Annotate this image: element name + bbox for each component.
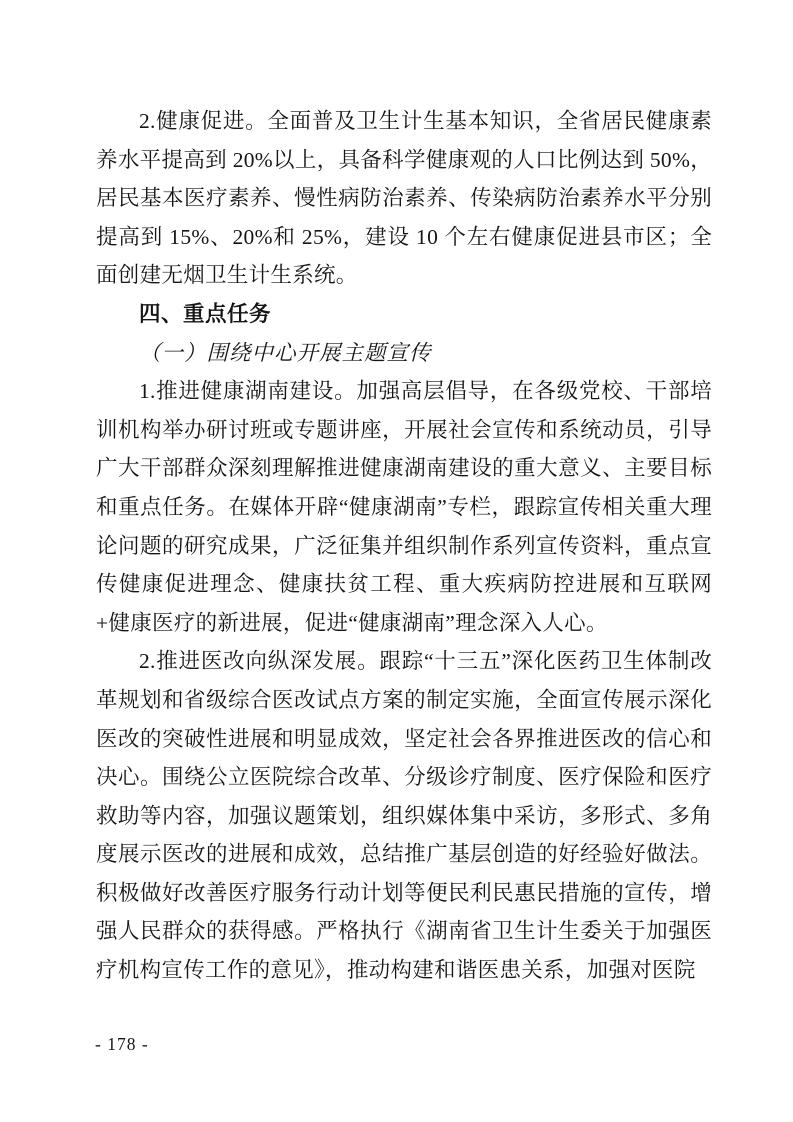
page-number: - 178 - — [95, 1034, 149, 1054]
document-body — [96, 102, 712, 990]
paragraph-medical-reform: 2.推进医改向纵深发展。跟踪“十三五”深化医药卫生体制改革规划和省级综合医改试点方案的制定实施，全面宣传展示深化医改的突破性进展和明显成效，坚定社会各界推进医改的信心和决心。围绕公立医院综合改革、分级诊疗制度、医疗保险和医疗救助等内容，加强议题策划，组织媒体集中采访，多形式、多角度展示医改的进展和成效，总结推广基层创造的好经验好做法。积极做好改善医疗服务行动计划等便民利民惠民措施的宣传，增强人民群众的获得感。严格执行《湖南省卫生计生委关于加强医疗机构宣传工作的意见》，推动构建和谐医患关系，加强对医院 — [96, 649, 712, 983]
paragraph-health-promotion: 2.健康促进。全面普及卫生计生基本知识，全省居民健康素养水平提高到 20%以上，具备科学健康观的人口比例达到 50%，居民基本医疗素养、慢性病防治素养、传染病防治素养水平分别提高到 15%、20%和 25%，建设 10 个左右健康促进县市区；全面创建无烟卫生计生系统。 — [96, 109, 712, 288]
heading-key-tasks: 四、重点任务 — [139, 301, 272, 326]
paragraph-healthy-hunan-construction: 1.推进健康湖南建设。加强高层倡导，在各级党校、干部培训机构举办研讨班或专题讲座，开展社会宣传和系统动员，引导广大干部群众深刻理解推进健康湖南建设的重大意义、主要目标和重点任务。在媒体开辟“健康湖南”专栏，跟踪宣传相关重大理论问题的研究成果，广泛征集并组织制作系列宣传资料，重点宣传健康促进理念、健康扶贫工程、重大疾病防控进展和互联网+健康医疗的新进展，促进“健康湖南”理念深入人心。 — [96, 379, 712, 635]
heading-theme-publicity: （一）围绕中心开展主题宣传 — [139, 340, 432, 365]
